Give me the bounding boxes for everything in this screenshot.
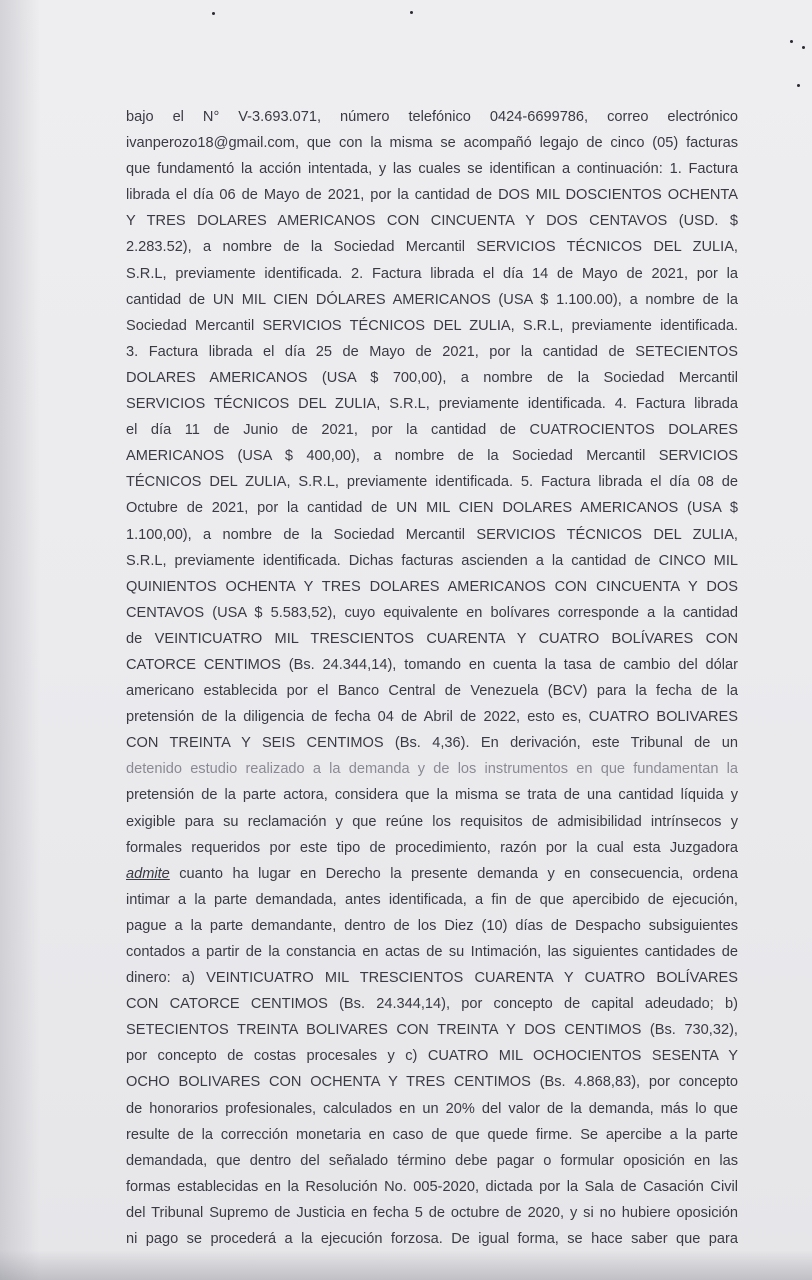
text-line: CENTAVOS (USA $ 5.583,52), cuyo equivalente en bolívares corresponde a la cantidad: [126, 604, 738, 621]
text-line: pretensión de la parte actora, considera que la misma se trata de una cantidad líquida y: [126, 787, 738, 804]
ink-speck: [212, 12, 215, 15]
text-line: OCHO BOLIVARES CON OCHENTA Y TRES CENTIMOS (Bs. 4.868,83), por concepto: [126, 1074, 738, 1091]
text-line: resulte de la corrección monetaria en caso de que quede firme. Se apercibe a la parte: [126, 1126, 738, 1143]
text-line: detenido estudio realizado a la demanda y de los instrumentos en que fundamentan la: [126, 761, 738, 778]
text-line: AMERICANOS (USA $ 400,00), a nombre de la Sociedad Mercantil SERVICIOS: [126, 448, 738, 465]
text-line: CON CATORCE CENTIMOS (Bs. 24.344,14), por concepto de capital adeudado; b): [126, 996, 738, 1013]
text-line: TÉCNICOS DEL ZULIA, S.R.L, previamente identificada. 5. Factura librada el día 08 de: [126, 474, 738, 491]
text-line: intimar a la parte demandada, antes identificada, a fin de que apercibido de ejecución,: [126, 891, 738, 908]
text-line: dinero: a) VEINTICUATRO MIL TRESCIENTOS CUARENTA Y CUATRO BOLÍVARES: [126, 970, 738, 987]
text-line: demandada, que dentro del señalado término debe pagar o formular oposición en las: [126, 1152, 738, 1169]
text-line: de honorarios profesionales, calculados en un 20% del valor de la demanda, más lo que: [126, 1100, 738, 1117]
text-line: cantidad de UN MIL CIEN DÓLARES AMERICANOS (USA $ 1.100.00), a nombre de la: [126, 291, 738, 308]
text-line: por concepto de costas procesales y c) CUATRO MIL OCHOCIENTOS SESENTA Y: [126, 1048, 738, 1065]
text-line: exigible para su reclamación y que reúne los requisitos de admisibilidad intrínsecos y: [126, 813, 738, 830]
text-line-rest: cuanto ha lugar en Derecho la presente demanda y en consecuencia, ordena: [179, 865, 738, 882]
text-line: ivanperozo18@gmail.com, que con la misma se acompañó legajo de cinco (05) facturas: [126, 135, 738, 152]
ink-speck: [802, 46, 805, 49]
ink-speck: [797, 84, 800, 87]
text-line: ni pago se procederá a la ejecución forzosa. De igual forma, se hace saber que para: [126, 1231, 738, 1248]
text-line: pague a la parte demandante, dentro de los Diez (10) días de Despacho subsiguientes: [126, 917, 738, 934]
text-line: pretensión de la diligencia de fecha 04 de Abril de 2022, esto es, CUATRO BOLIVARES: [126, 709, 738, 726]
text-line: Sociedad Mercantil SERVICIOS TÉCNICOS DEL ZULIA, S.R.L, previamente identificada.: [126, 317, 738, 334]
text-line: el día 11 de Junio de 2021, por la cantidad de CUATROCIENTOS DOLARES: [126, 422, 738, 439]
text-line: DOLARES AMERICANOS (USA $ 700,00), a nombre de la Sociedad Mercantil: [126, 369, 738, 386]
text-line: formas establecidas en la Resolución No. 005-2020, dictada por la Sala de Casación Civil: [126, 1178, 738, 1195]
text-line: que fundamentó la acción intentada, y las cuales se identifican a continuación: 1. Factura: [126, 161, 738, 178]
text-line: CATORCE CENTIMOS (Bs. 24.344,14), tomando en cuenta la tasa de cambio del dólar: [126, 656, 738, 673]
text-line: S.R.L, previamente identificada. 2. Factura librada el día 14 de Mayo de 2021, por la: [126, 265, 738, 282]
text-line: Y TRES DOLARES AMERICANOS CON CINCUENTA Y DOS CENTAVOS (USD. $: [126, 213, 738, 230]
document-body-text: [126, 104, 738, 1252]
text-line: SERVICIOS TÉCNICOS DEL ZULIA, S.R.L, previamente identificada. 4. Factura librada: [126, 396, 738, 413]
ink-speck: [410, 11, 413, 14]
page-edge-shadow: [0, 0, 40, 1280]
text-line: 2.283.52), a nombre de la Sociedad Mercantil SERVICIOS TÉCNICOS DEL ZULIA,: [126, 239, 738, 256]
text-line-with-underline: [126, 861, 738, 887]
text-line: CON TREINTA Y SEIS CENTIMOS (Bs. 4,36). En derivación, este Tribunal de un: [126, 735, 738, 752]
text-line: SETECIENTOS TREINTA BOLIVARES CON TREINTA Y DOS CENTIMOS (Bs. 730,32),: [126, 1022, 738, 1039]
text-line: de VEINTICUATRO MIL TRESCIENTOS CUARENTA Y CUATRO BOLÍVARES CON: [126, 630, 738, 647]
text-line: bajo el N° V-3.693.071, número telefónico 0424-6699786, correo electrónico: [126, 109, 738, 125]
page-bottom-shadow: [0, 1250, 812, 1280]
text-line: formales requeridos por este tipo de procedimiento, razón por la cual esta Juzgadora: [126, 839, 738, 856]
text-line: Octubre de 2021, por la cantidad de UN MIL CIEN DOLARES AMERICANOS (USA $: [126, 500, 738, 517]
text-line: del Tribunal Supremo de Justicia en fecha 5 de octubre de 2020, y si no hubiere oposición: [126, 1204, 738, 1221]
text-line: americano establecida por el Banco Central de Venezuela (BCV) para la fecha de la: [126, 683, 738, 700]
text-line: QUINIENTOS OCHENTA Y TRES DOLARES AMERICANOS CON CINCUENTA Y DOS: [126, 578, 738, 595]
underlined-word: admite: [126, 865, 170, 882]
text-line: S.R.L, previamente identificada. Dichas facturas ascienden a la cantidad de CINCO MIL: [126, 552, 738, 569]
ink-speck: [790, 40, 793, 43]
text-line: 3. Factura librada el día 25 de Mayo de 2021, por la cantidad de SETECIENTOS: [126, 343, 738, 360]
text-line: 1.100,00), a nombre de la Sociedad Mercantil SERVICIOS TÉCNICOS DEL ZULIA,: [126, 526, 738, 543]
text-line: contados a partir de la constancia en actas de su Intimación, las siguientes cantidades de: [126, 944, 738, 960]
text-line: librada el día 06 de Mayo de 2021, por la cantidad de DOS MIL DOSCIENTOS OCHENTA: [126, 187, 738, 204]
